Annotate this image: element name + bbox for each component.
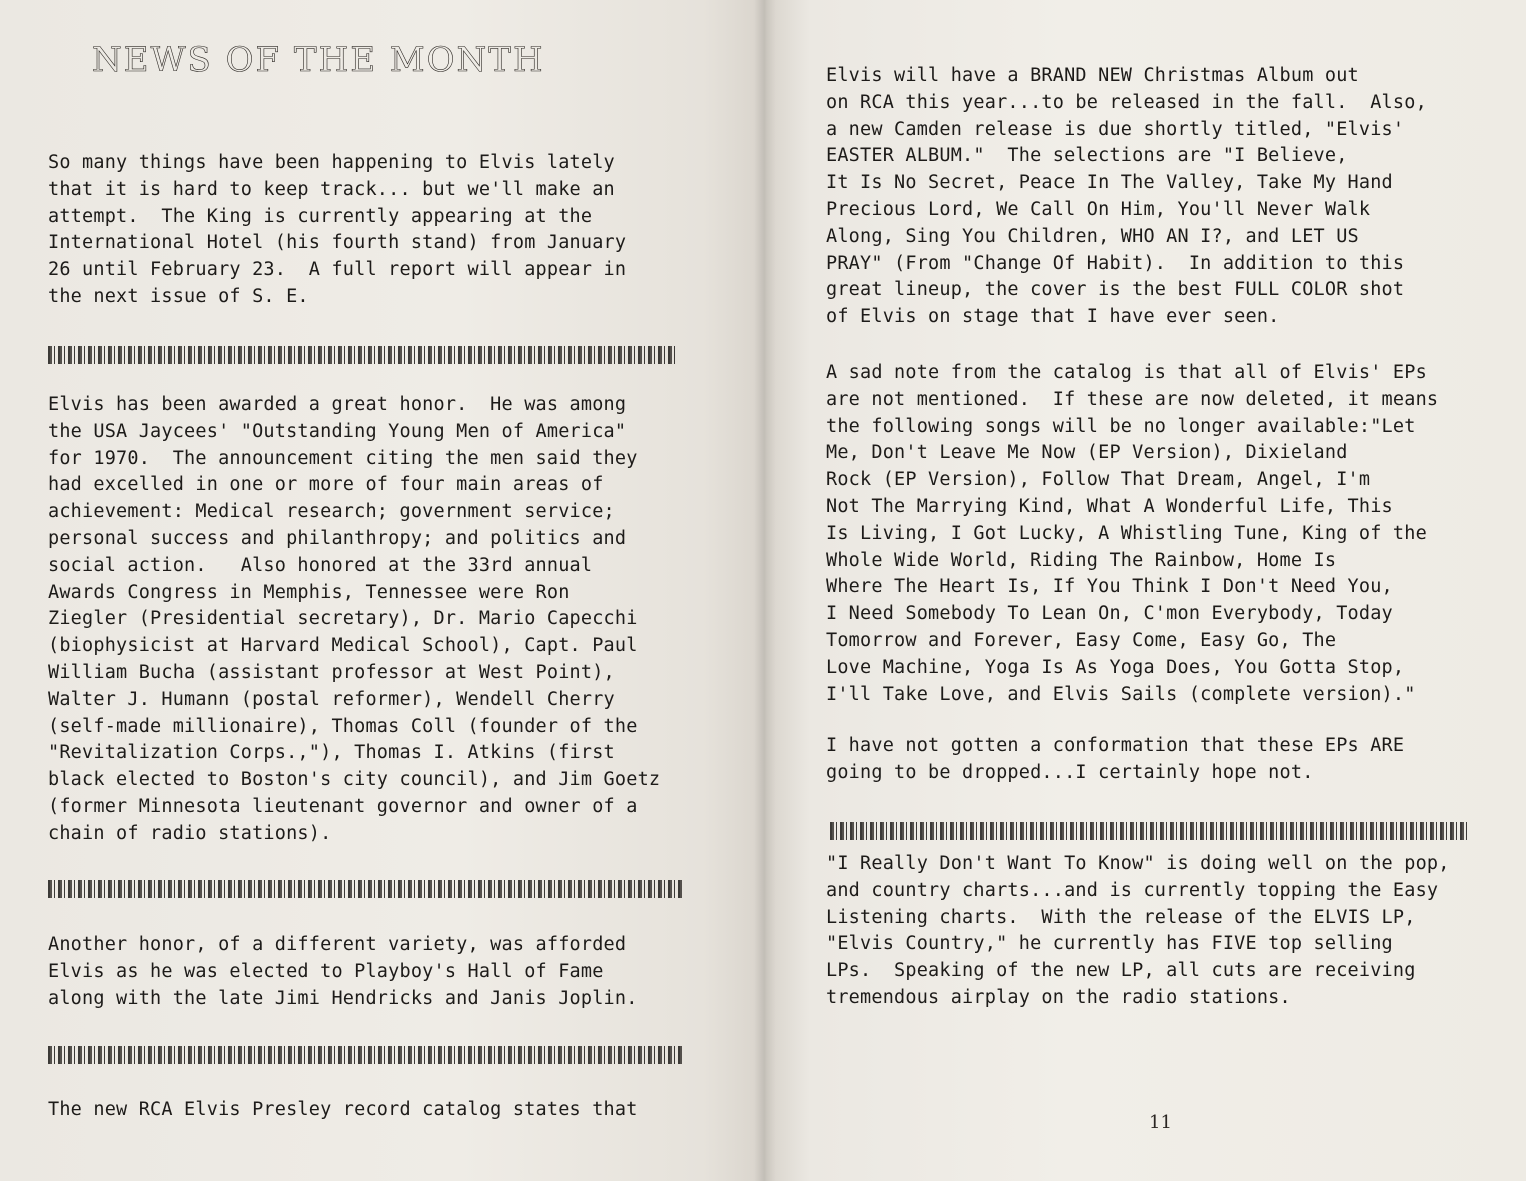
right-page (764, 0, 1526, 1181)
paragraph-eps-dropped: I have not gotten a conformation that these EPs ARE going to be dropped...I certainly hope not. (826, 735, 1405, 783)
paragraph-jaycees-honor: Elvis has been awarded a great honor. He was among the USA Jaycees' "Outstanding Young Men of America" for 1970. The announcement citing the men said they had excelled in one or more of four main areas of achievement: Medical research; government service; personal success and philanthropy; and politics and social action. Also honored at the 33rd annual Awards Congress in Memphis, Tennessee were Ron Ziegler (Presidential secretary), Dr. Mario Capecchi (biophysicist at Harvard Medical School), Capt. Paul William Bucha (assistant professor at West Point), Walter J. Humann (postal reformer), Wendell Cherry (self-made millionaire), Thomas Coll (founder of the "Revitalization Corps.,"), Thomas I. Atkins (first black elected to Boston's city council), and Jim Goetz (former Minnesota lieutenant governor and owner of a chain of radio stations). (48, 394, 661, 844)
paragraph-current-appearance: So many things have been happening to Elvis lately that it is hard to keep track... but we'll make an attempt. The King is currently appearing at the International Hotel (his fourth stand) from January 26 until February 23. A full report will appear in the next issue of S. E. (48, 152, 627, 307)
ornamental-divider (48, 346, 676, 364)
ornamental-divider (48, 1046, 684, 1064)
page-number: 11 (1149, 1112, 1172, 1133)
ornamental-divider (48, 880, 684, 898)
paragraph-deleted-eps: A sad note from the catalog is that all of Elvis' EPs are not mentioned. If these are now deleted, it means the following songs will be no longer available:"Let Me, Don't Leave Me Now (EP Version), Dixieland Rock (EP Version), Follow That Dream, Angel, I'm Not The Marrying Kind, What A Wonderful Life, This Is Living, I Got Lucky, A Whistling Tune, King of the Whole Wide World, Riding The Rainbow, Home Is Where The Heart Is, If You Think I Don't Need You, I Need Somebody To Lean On, C'mon Everybody, Today Tomorrow and Forever, Easy Come, Easy Go, The Love Machine, Yoga Is As Yoga Does, You Gotta Stop, I'll Take Love, and Elvis Sails (complete version)." (826, 362, 1439, 705)
paragraph-christmas-album: Elvis will have a BRAND NEW Christmas Album out on RCA this year...to be released in the fall. Also, a new Camden release is due shortly titled, "Elvis' EASTER ALBUM." The selections are "I Believe, It Is No Secret, Peace In The Valley, Take My Hand Precious Lord, We Call On Him, You'll Never Walk Along, Sing You Children, WHO AN I?, and LET US PRAY" (From "Change Of Habit). In addition to this great lineup, the cover is the best FULL COLOR shot of Elvis on stage that I have ever seen. (826, 65, 1427, 328)
paragraph-record-catalog: The new RCA Elvis Presley record catalog states that (48, 1099, 638, 1120)
paragraph-playboy-hall-of-fame: Another honor, of a different variety, was afforded Elvis as he was elected to Playboy's Hall of Fame along with the late Jimi Hendricks and Janis Joplin. (48, 934, 638, 1009)
page-title: NEWS OF THE MONTH (92, 40, 545, 80)
ornamental-divider (830, 822, 1470, 840)
paragraph-chart-news: "I Really Don't Want To Know" is doing well on the pop, and country charts...and is currently topping the Easy Listening charts. With the release of the ELVIS LP, "Elvis Country," he currently has FIVE top selling LPs. Speaking of the new LP, all cuts are receiving tremendous airplay on the radio stations. (826, 853, 1450, 1008)
